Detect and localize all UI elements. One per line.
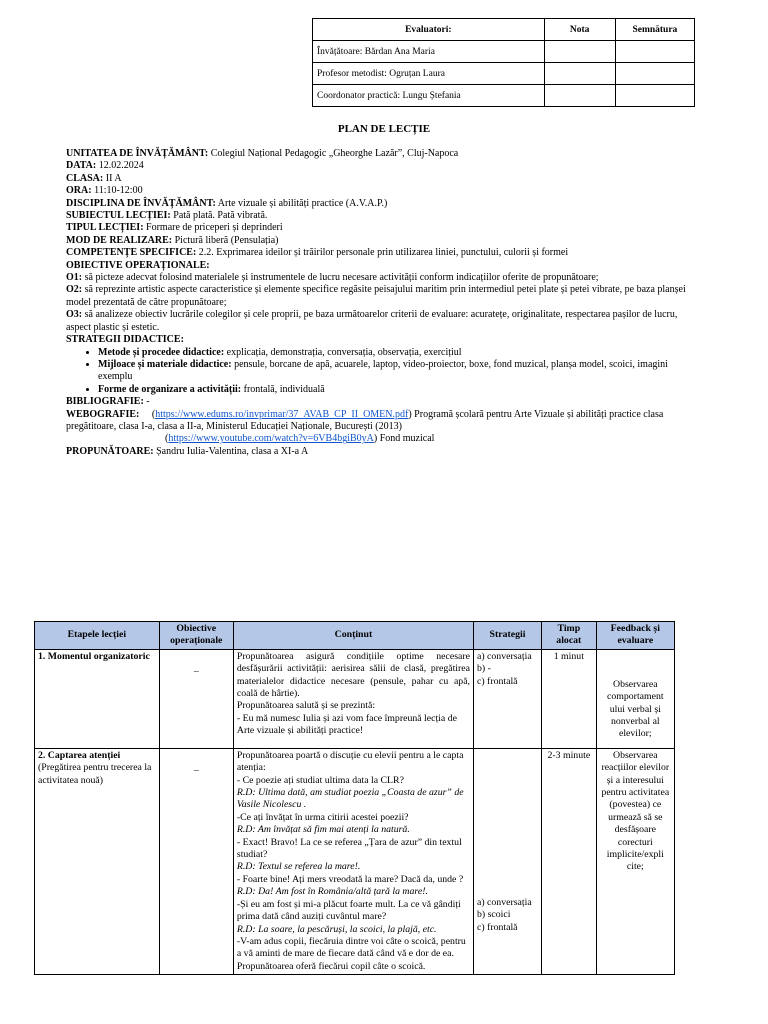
type-label: TIPUL LECȚIEI: — [66, 222, 144, 234]
author-value: Șandru Iulia-Valentina, clasa a XI-a A — [153, 445, 309, 457]
class-line — [66, 173, 686, 185]
content-line: R.D: La soare, la pescăruși, la scoici, la plajă, etc. — [236, 923, 437, 935]
strategy-item: c) frontală — [477, 921, 518, 933]
strategy-item: a) conversația — [477, 896, 532, 908]
webography-label: WEBOGRAFIE: — [66, 408, 140, 420]
objectives-header: Obiective operaționale — [159, 622, 233, 650]
stages-header: Etapele lecției — [35, 622, 160, 650]
signature-cell — [615, 85, 694, 107]
webography-text-2: ) Fond muzical — [373, 433, 435, 445]
evaluators-header-row — [313, 19, 695, 41]
list-item — [98, 384, 686, 396]
content-cell — [233, 748, 473, 974]
content-line: R.D: Am învățat să fim mai atenți la natură. — [236, 824, 410, 836]
strategies-list — [66, 347, 686, 397]
content-line: -Ce ați învățat în urma citirii acestei poezii? — [236, 811, 409, 823]
lesson-table — [34, 621, 675, 975]
content-header: Conținut — [233, 622, 473, 650]
materials-value: pensule, borcane de apă, acuarele, laptop, video-proiector, boxe, fond muzical, planșa model, scoici, imagini exemplu — [98, 358, 668, 383]
date-value: 12.02.2024 — [96, 160, 144, 172]
webography-link-1[interactable]: https://www.edums.ro/invprimar/37_AVAB_CP_II_OMEN.pdf — [155, 408, 409, 420]
unit-value: Colegiul Național Pedagogic „Gheorghe Lazăr”, Cluj-Napoca — [208, 148, 459, 159]
competence-value: 2.2. Exprimarea ideilor și trăirilor personale prin utilizarea liniei, punctului, culorii și formei — [196, 247, 569, 259]
discipline-value: Arte vizuale și abilități practice (A.V.A.P.) — [215, 197, 388, 209]
materials-label: Mijloace și materiale didactice: — [98, 358, 232, 370]
strategies-heading — [66, 334, 686, 346]
mode-label: MOD DE REALIZARE: — [66, 234, 173, 246]
stage-cell — [35, 748, 160, 974]
forms-value: frontală, individuală — [241, 383, 325, 395]
mode-line — [66, 235, 686, 247]
o3-label: O3: — [66, 309, 83, 321]
type-value: Formare de priceperi și deprinderi — [143, 222, 283, 234]
content-line: R.D: Da! Am fost în România/altă țară la mare!. — [236, 886, 428, 898]
evaluator-row — [313, 63, 695, 85]
bibliography-label: BIBLIOGRAFIE: — [66, 396, 144, 408]
content-line: Propunătoarea salută și se prezintă: — [236, 700, 376, 712]
content-line: -V-am adus copii, fiecăruia dintre voi câte o scoică, pentru a vă aminti de mare de fiecare dată când vă e dor de ea. — [236, 935, 466, 960]
methods-value: explicația, demonstrația, conversația, observația, exercițiul — [224, 346, 462, 358]
strategy-item: a) conversația — [477, 650, 532, 662]
objectives-value: _ — [193, 662, 199, 674]
evaluator-row — [313, 85, 695, 107]
time-value: 1 minut — [553, 650, 584, 662]
feedback-value: Observarea reacțiilor elevilor și a interesului pentru activitatea (povestea) ce urmează să se desfășoare corecturi implicite/expli cite; — [601, 749, 670, 873]
content-line: - Foarte bine! Ați mers vreodată la mare? Dacă da, unde ? — [236, 873, 464, 885]
competence-line — [66, 247, 686, 259]
strategy-item: c) frontală — [477, 675, 518, 687]
hour-value: 11:10-12:00 — [91, 185, 143, 197]
subject-label: SUBIECTUL LECȚIEI: — [66, 210, 171, 222]
stage-title: 2. Captarea atenției — [38, 749, 121, 761]
feedback-cell — [596, 649, 674, 748]
evaluators-header: Evaluatori: — [313, 19, 545, 41]
mode-value: Pictură liberă (Pensulația) — [172, 234, 279, 246]
evaluator-name: Învățătoare: Bărdan Ana Maria — [313, 41, 545, 63]
class-label: CLASA: — [66, 172, 104, 184]
content-cell — [233, 649, 473, 748]
strategy-item: b) scoici — [477, 909, 511, 921]
discipline-line — [66, 198, 686, 210]
subject-line — [66, 210, 686, 222]
webography-line: WEBOGRAFIE: (https://www.edums.ro/invprimar/37_AVAB_CP_II_OMEN.pdf) Programă școlară pentru Arte Vizuale și abilități practice clasa pregătitoare, clasa I-a, clasa a II-a, Ministerul Educației Naționale, București (2013) — [66, 408, 664, 432]
unit-label: UNITATEA DE ÎNVĂȚĂMÂNT: — [66, 148, 209, 159]
strategies-label: STRATEGII DIDACTICE: — [66, 334, 184, 346]
forms-label: Forme de organizare a activității: — [98, 383, 242, 395]
time-value: 2-3 minute — [547, 749, 591, 761]
time-cell — [542, 748, 597, 974]
evaluators-table — [312, 18, 695, 107]
evaluator-row — [313, 41, 695, 63]
o1-label: O1: — [66, 272, 83, 284]
objective-o3 — [66, 309, 686, 334]
list-item — [98, 359, 686, 384]
o2-value: să reprezinte artistic aspecte caracteristice și elemente specifice regăsite peisajului maritim prin intermediul petei plate și petei vibrate, pe baza planșei model prezentată de către propunătoare; — [66, 284, 686, 308]
strategies-cell — [474, 649, 542, 748]
webography-line-2: (https://www.youtube.com/watch?v=6VB4bgiB0yA) Fond muzical — [165, 433, 435, 445]
objective-o1 — [66, 272, 686, 284]
grade-header: Nota — [544, 19, 615, 41]
author-line — [66, 446, 686, 458]
objectives-value: _ — [193, 761, 199, 773]
competence-label: COMPETENȚE SPECIFICE: — [66, 247, 197, 259]
content-line: -Și eu am fost și mi-a plăcut foarte mult. La ce vă gândiți prima dată când auziți cuvântul mare? — [236, 898, 461, 923]
subject-value: Pată plată. Pată vibrată. — [170, 210, 268, 222]
strategies-header: Strategii — [474, 622, 542, 650]
discipline-label: DISCIPLINA DE ÎNVĂȚĂMÂNT: — [66, 197, 216, 209]
content-line: - Ce poezie ați studiat ultima data la CLR? — [236, 774, 404, 786]
content-line: R.D: Ultima dată, am studiat poezia „Coasta de azur” de Vasile Nicolescu . — [236, 787, 464, 811]
objectives-cell — [159, 748, 233, 974]
grade-cell — [544, 41, 615, 63]
objective-o2 — [66, 284, 686, 309]
table-row — [35, 649, 675, 748]
objectives-cell — [159, 649, 233, 748]
bibliography-value: - — [143, 396, 150, 408]
bibliography-line — [66, 396, 686, 408]
stage-cell — [35, 649, 160, 748]
time-header: Timp alocat — [542, 622, 597, 650]
objectives-label: OBIECTIVE OPERAȚIONALE: — [66, 259, 210, 271]
date-label: DATA: — [66, 160, 97, 172]
time-cell — [542, 649, 597, 748]
content-line: - Eu mă numesc Iulia și azi vom face împreună lecția de Arte vizuale și abilități practice! — [236, 712, 457, 737]
o3-value: să analizeze obiectiv lucrările colegilor și cele proprii, pe baza următoarelor criterii de evaluare: acuratețe, originalitate, respectarea pașilor de lucru, aspect plastic și estetic. — [66, 309, 678, 333]
signature-cell — [615, 63, 694, 85]
webography-link-2[interactable]: https://www.youtube.com/watch?v=6VB4bgiB0yA — [168, 433, 374, 445]
strategy-item: b) - — [477, 663, 491, 675]
unit-line — [66, 148, 686, 160]
list-item — [98, 347, 686, 359]
signature-cell — [615, 41, 694, 63]
stage-title: 1. Momentul organizatoric — [38, 650, 150, 662]
lesson-info — [66, 148, 686, 458]
o2-label: O2: — [66, 284, 83, 296]
page-title: PLAN DE LECȚIE — [337, 123, 431, 135]
grade-cell — [544, 63, 615, 85]
feedback-header: Feedback și evaluare — [596, 622, 674, 650]
table-row — [35, 748, 675, 974]
strategies-cell — [474, 748, 542, 974]
content-line: Propunătoarea poartă o discuție cu elevii pentru a le capta atenția: — [236, 749, 464, 774]
evaluator-name: Profesor metodist: Ogruțan Laura — [313, 63, 545, 85]
type-line — [66, 222, 686, 234]
evaluator-name: Coordonator practică: Lungu Ștefania — [313, 85, 545, 107]
content-line: - Exact! Bravo! La ce se referea „Țara de azur” din textul studiat? — [236, 836, 462, 861]
objectives-heading — [66, 260, 686, 272]
content-line: R.D: Textul se referea la mare!. — [236, 861, 361, 873]
webography-text-1: ) Programă școlară pentru Arte Vizuale și abilități practice clasa pregătitoare, clasa I-a, clasa a II-a, Ministerul Educației Naționale, București (2013) — [66, 408, 664, 432]
methods-label: Metode și procedee didactice: — [98, 346, 225, 358]
o1-value: să picteze adecvat folosind materialele și instrumentele de lucru necesare activității conform indicațiilor oferite de propunătoare; — [82, 272, 599, 284]
grade-cell — [544, 85, 615, 107]
author-label: PROPUNĂTOARE: — [66, 445, 154, 457]
feedback-value: Observarea comportament ului verbal și nonverbal al elevilor; — [607, 678, 664, 740]
content-line: Propunătoarea oferă fiecărui copil câte o scoică. — [236, 960, 426, 972]
stage-description: (Pregătirea pentru trecerea la activitatea nouă) — [38, 762, 152, 786]
hour-line — [66, 185, 686, 197]
content-line: Propunătoarea asigură condițiile optime necesare desfășurării activității: aerisirea sălii de clasă, pregătirea materialelor didactice necesare (pensule, pahar cu apă, coală de hârtie). — [236, 650, 470, 700]
signature-header: Semnătura — [615, 19, 694, 41]
hour-label: ORA: — [66, 185, 92, 197]
lesson-header-row — [35, 622, 675, 650]
date-line — [66, 160, 686, 172]
class-value: II A — [103, 172, 122, 184]
feedback-cell — [596, 748, 674, 974]
